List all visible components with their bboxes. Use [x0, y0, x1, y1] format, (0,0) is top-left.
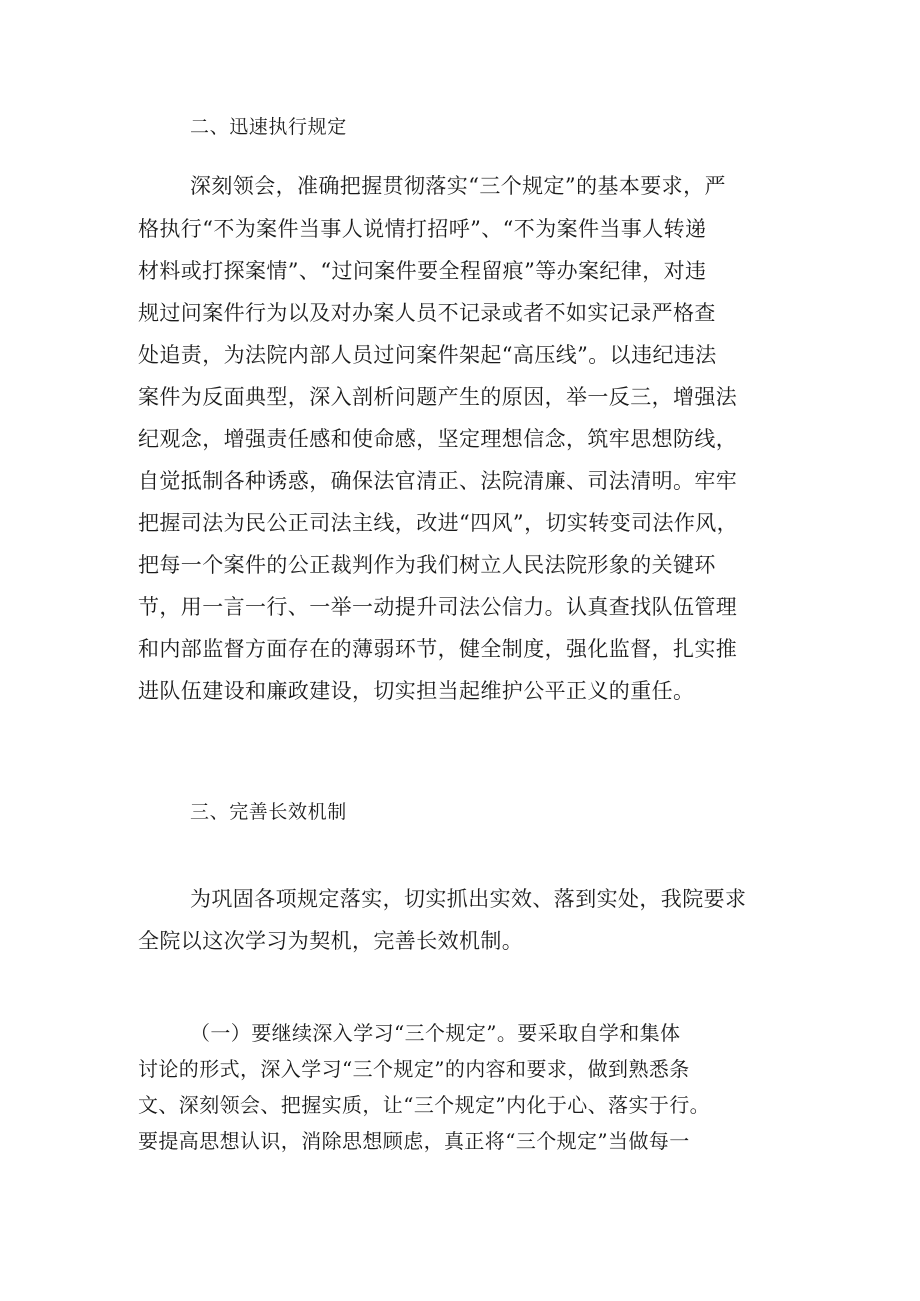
paragraph-line: 规过问案件行为以及对办案人员不记录或者不如实记录严格查 [138, 301, 716, 325]
sub-item-line: 要提高思想认识，消除思想顾虑，真正将“三个规定”当做每一 [138, 1129, 690, 1153]
sub-item-line: 文、深刻领会、把握实质，让“三个规定”内化于心、落实于行。 [138, 1093, 711, 1117]
paragraph-line: 案件为反面典型，深入剖析问题产生的原因，举一反三，增强法 [138, 385, 738, 409]
sub-item-line: 讨论的形式，深入学习“三个规定”的内容和要求，做到熟悉条 [138, 1057, 690, 1081]
sub-item-line: （一）要继续深入学习“三个规定”。要采取自学和集体 [190, 1021, 681, 1045]
paragraph-line: 材料或打探案情”、“过问案件要全程留痕”等办案纪律，对违 [138, 259, 707, 283]
paragraph-line: 为巩固各项规定落实，切实抓出实效、落到实处，我院要求 [190, 887, 747, 911]
paragraph-line: 处追责，为法院内部人员过问案件架起“高压线”。以违纪违法 [138, 343, 717, 367]
paragraph-line: 把握司法为民公正司法主线，改进“四风”，切实转变司法作风， [138, 511, 739, 535]
paragraph-line: 和内部监督方面存在的薄弱环节，健全制度，强化监督，扎实推 [138, 637, 738, 661]
paragraph-line: 纪观念，增强责任感和使命感，坚定理想信念，筑牢思想防线， [138, 427, 738, 451]
section-heading-2: 二、迅速执行规定 [190, 116, 347, 138]
paragraph-line: 全院以这次学习为契机，完善长效机制。 [138, 929, 524, 953]
paragraph-line: 深刻领会，准确把握贯彻落实“三个规定”的基本要求，严 [190, 174, 726, 198]
paragraph-line: 把每一个案件的公正裁判作为我们树立人民法院形象的关键环 [138, 553, 716, 577]
paragraph-line: 进队伍建设和廉政建设，切实担当起维护公平正义的重任。 [138, 679, 695, 703]
section-heading-3: 三、完善长效机制 [190, 801, 347, 823]
paragraph-line: 自觉抵制各种诱惑，确保法官清正、法院清廉、司法清明。牢牢 [138, 469, 738, 493]
paragraph-line: 节，用一言一行、一举一动提升司法公信力。认真查找队伍管理 [138, 595, 738, 619]
paragraph-line: 格执行“不为案件当事人说情打招呼”、“不为案件当事人转递 [138, 217, 707, 241]
